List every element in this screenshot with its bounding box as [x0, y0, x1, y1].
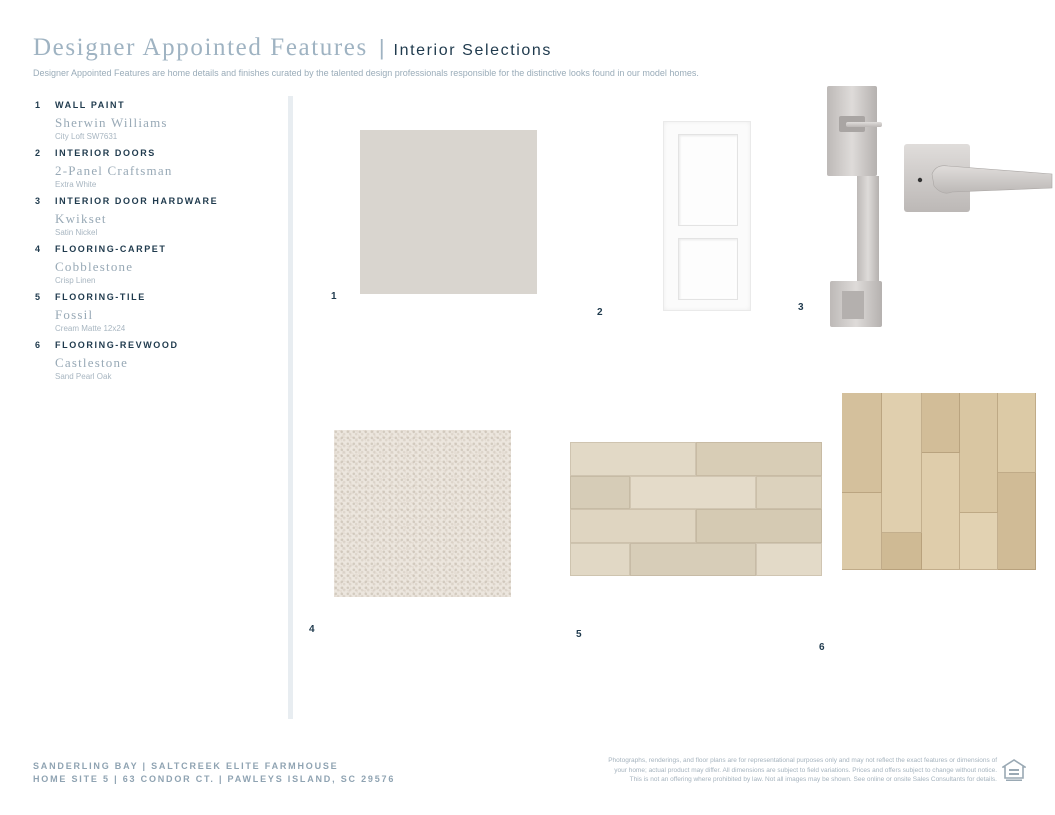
feature-detail: City Loft SW7631	[55, 132, 118, 141]
feature-item-revwood	[35, 340, 280, 381]
disclaimer	[517, 756, 997, 785]
feature-detail: Cream Matte 12x24	[55, 324, 126, 333]
feature-category: FLOORING-TILE	[55, 292, 146, 302]
home-site-address: HOME SITE 5 | 63 CONDOR CT. | PAWLEYS ISLAND, SC 29576	[33, 774, 396, 784]
tile-swatch	[570, 442, 822, 576]
vertical-divider	[288, 96, 293, 719]
feature-number: 6	[35, 340, 42, 350]
feature-item-wall-paint	[35, 100, 280, 141]
tile-piece	[696, 509, 822, 543]
privacy-pin	[918, 178, 922, 182]
page-subtitle: Interior Selections	[393, 42, 552, 59]
feature-category: FLOORING-CARPET	[55, 244, 167, 254]
wood-plank	[922, 453, 960, 570]
tile-piece	[696, 442, 822, 476]
tile-piece	[570, 442, 696, 476]
disclaimer-line: Photographs, renderings, and floor plans are for representational purposes only and may not reflect the exact features or dimensions of	[608, 757, 997, 764]
feature-number: 5	[35, 292, 42, 302]
title-row	[33, 34, 1033, 62]
tile-piece	[630, 543, 756, 576]
feature-detail: Sand Pearl Oak	[55, 372, 112, 381]
image-label-4: 4	[309, 624, 315, 635]
door-upper-panel	[678, 134, 738, 226]
feature-item-carpet	[35, 244, 280, 285]
community-name: SANDERLING BAY | SALTCREEK ELITE FARMHOUSE	[33, 761, 339, 771]
revwood-swatch	[842, 393, 1036, 570]
disclaimer-line: This is not an offering where prohibited by law. Not all images may be shown. See online or onsite Sales Consultants for details.	[629, 776, 997, 783]
feature-category: INTERIOR DOOR HARDWARE	[55, 196, 219, 206]
thumb-lever	[846, 122, 882, 127]
feature-detail: Extra White	[55, 180, 97, 189]
image-label-2: 2	[597, 307, 603, 318]
feature-brand: Kwikset	[55, 211, 107, 226]
page-title: Designer Appointed Features	[33, 34, 368, 61]
image-label-5: 5	[576, 629, 582, 640]
disclaimer-line: your home; actual product may differ. All dimensions are subject to field variations. Prices and offers subject to change without notice.	[614, 766, 997, 774]
tile-piece	[756, 476, 822, 509]
tile-piece	[570, 543, 630, 576]
feature-category: WALL PAINT	[55, 100, 126, 110]
wood-plank	[882, 393, 922, 533]
feature-number: 4	[35, 244, 42, 254]
image-label-6: 6	[819, 642, 825, 653]
feature-number: 3	[35, 196, 42, 206]
community-address	[33, 760, 395, 786]
wood-plank	[922, 393, 960, 453]
wood-plank	[882, 533, 922, 570]
feature-list	[35, 100, 280, 388]
tile-piece	[630, 476, 756, 509]
feature-detail: Crisp Linen	[55, 276, 96, 285]
feature-brand: 2-Panel Craftsman	[55, 163, 173, 178]
image-label-1: 1	[331, 291, 337, 302]
title-separator: |	[378, 35, 385, 60]
tile-piece	[570, 476, 630, 509]
feature-number: 2	[35, 148, 42, 158]
feature-item-interior-doors	[35, 148, 280, 189]
intro-text: Designer Appointed Features are home details and finishes curated by the talented design professionals responsible for the distinctive looks found in our model homes.	[33, 68, 699, 78]
feature-item-door-hardware	[35, 196, 280, 237]
wood-plank	[960, 393, 998, 513]
wood-plank	[998, 473, 1036, 570]
feature-category: FLOORING-REVWOOD	[55, 340, 179, 350]
page-header	[33, 34, 1033, 78]
wood-plank	[842, 493, 882, 570]
wood-plank	[960, 513, 998, 570]
equal-housing-opportunity-icon	[1002, 758, 1026, 782]
door-hardware-image	[824, 86, 1054, 328]
interior-door-image	[663, 121, 751, 311]
feature-category: INTERIOR DOORS	[55, 148, 156, 158]
feature-brand: Cobblestone	[55, 259, 134, 274]
wall-paint-swatch	[360, 130, 537, 294]
carpet-swatch	[334, 430, 511, 597]
feature-item-tile	[35, 292, 280, 333]
wood-plank	[842, 393, 882, 493]
feature-detail: Satin Nickel	[55, 228, 98, 237]
door-lower-panel	[678, 238, 738, 300]
tile-piece	[570, 509, 696, 543]
image-label-3: 3	[798, 302, 804, 313]
bottom-plate-inset	[842, 291, 864, 319]
lever-handle	[932, 166, 1052, 193]
feature-brand: Fossil	[55, 307, 94, 322]
handleset-grip	[857, 176, 879, 291]
feature-number: 1	[35, 100, 42, 110]
feature-brand: Castlestone	[55, 355, 129, 370]
tile-piece	[756, 543, 822, 576]
feature-brand: Sherwin Williams	[55, 115, 168, 130]
wood-plank	[998, 393, 1036, 473]
